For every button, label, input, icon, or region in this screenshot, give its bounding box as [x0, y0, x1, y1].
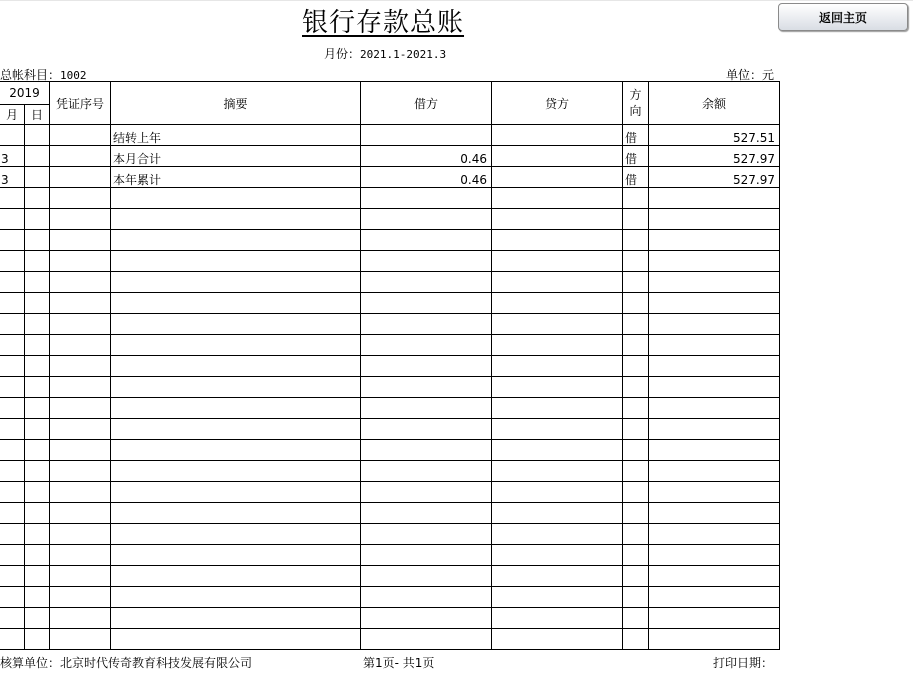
- cell-summary[interactable]: [111, 587, 361, 608]
- footer-print-date: 打印日期：: [713, 656, 774, 670]
- cell-month[interactable]: [0, 356, 25, 377]
- cell-voucher[interactable]: [50, 461, 111, 482]
- cell-voucher[interactable]: [50, 188, 111, 209]
- cell-month[interactable]: [0, 377, 25, 398]
- cell-balance[interactable]: [649, 188, 780, 209]
- footer-page-number: 第1页- 共1页: [363, 656, 435, 670]
- cell-debit[interactable]: [361, 629, 492, 650]
- sheet-gridline: [0, 0, 913, 1]
- cell-debit[interactable]: [361, 545, 492, 566]
- cell-day[interactable]: [25, 230, 50, 251]
- cell-direction[interactable]: [623, 608, 649, 629]
- cell-month[interactable]: [0, 503, 25, 524]
- cell-debit[interactable]: [361, 461, 492, 482]
- cell-direction[interactable]: [623, 566, 649, 587]
- ledger-row: [0, 587, 780, 608]
- ledger-row: [0, 482, 780, 503]
- direction-header-line1: 方: [629, 88, 642, 102]
- cell-debit[interactable]: [361, 377, 492, 398]
- cell-direction[interactable]: 借: [623, 125, 649, 146]
- cell-credit[interactable]: [492, 482, 623, 503]
- cell-direction[interactable]: [623, 272, 649, 293]
- cell-balance[interactable]: [649, 629, 780, 650]
- cell-month[interactable]: [0, 230, 25, 251]
- ledger-row: [0, 293, 780, 314]
- cell-month[interactable]: [0, 524, 25, 545]
- cell-balance[interactable]: [649, 440, 780, 461]
- cell-summary[interactable]: [111, 188, 361, 209]
- cell-credit[interactable]: [492, 251, 623, 272]
- cell-credit[interactable]: [492, 419, 623, 440]
- cell-day[interactable]: [25, 377, 50, 398]
- cell-direction[interactable]: [623, 524, 649, 545]
- cell-credit[interactable]: [492, 209, 623, 230]
- balance-header: 余额: [649, 82, 780, 125]
- cell-voucher[interactable]: [50, 230, 111, 251]
- cell-direction[interactable]: [623, 587, 649, 608]
- cell-direction[interactable]: [623, 461, 649, 482]
- footer-org: 核算单位：北京时代传奇教育科技发展有限公司: [0, 656, 253, 670]
- cell-voucher[interactable]: [50, 209, 111, 230]
- cell-balance[interactable]: [649, 503, 780, 524]
- cell-day[interactable]: [25, 293, 50, 314]
- cell-month[interactable]: [0, 272, 25, 293]
- cell-day[interactable]: [25, 629, 50, 650]
- cell-balance[interactable]: [649, 377, 780, 398]
- cell-debit[interactable]: [361, 209, 492, 230]
- cell-day[interactable]: [25, 272, 50, 293]
- cell-month[interactable]: [0, 398, 25, 419]
- cell-day[interactable]: [25, 587, 50, 608]
- cell-summary[interactable]: [111, 440, 361, 461]
- cell-credit[interactable]: [492, 503, 623, 524]
- cell-balance[interactable]: [649, 524, 780, 545]
- cell-voucher[interactable]: [50, 167, 111, 188]
- ledger-row: [0, 629, 780, 650]
- ledger-row: [0, 440, 780, 461]
- cell-summary[interactable]: [111, 608, 361, 629]
- cell-balance[interactable]: [649, 545, 780, 566]
- cell-voucher[interactable]: [50, 419, 111, 440]
- cell-direction[interactable]: [623, 419, 649, 440]
- cell-voucher[interactable]: [50, 272, 111, 293]
- cell-credit[interactable]: [492, 524, 623, 545]
- cell-debit[interactable]: [361, 587, 492, 608]
- cell-credit[interactable]: [492, 461, 623, 482]
- cell-voucher[interactable]: [50, 377, 111, 398]
- ledger-row: [0, 251, 780, 272]
- cell-voucher[interactable]: [50, 545, 111, 566]
- cell-summary[interactable]: 结转上年: [111, 125, 361, 146]
- cell-balance[interactable]: [649, 209, 780, 230]
- ledger-row: [0, 209, 780, 230]
- cell-credit[interactable]: [492, 314, 623, 335]
- cell-balance[interactable]: [649, 230, 780, 251]
- cell-month[interactable]: [0, 545, 25, 566]
- cell-direction[interactable]: 借: [623, 167, 649, 188]
- cell-credit[interactable]: [492, 587, 623, 608]
- cell-voucher[interactable]: [50, 440, 111, 461]
- cell-month[interactable]: [0, 251, 25, 272]
- cell-summary[interactable]: [111, 566, 361, 587]
- cell-credit[interactable]: [492, 440, 623, 461]
- cell-credit[interactable]: [492, 167, 623, 188]
- period-value: 2021.1-2021.3: [360, 48, 447, 61]
- cell-debit[interactable]: [361, 272, 492, 293]
- cell-voucher[interactable]: [50, 125, 111, 146]
- cell-debit[interactable]: [361, 566, 492, 587]
- cell-direction[interactable]: [623, 545, 649, 566]
- ledger-row: [0, 608, 780, 629]
- account-code: 1002: [60, 69, 87, 82]
- cell-debit[interactable]: [361, 293, 492, 314]
- cell-day[interactable]: [25, 335, 50, 356]
- cell-day[interactable]: [25, 314, 50, 335]
- cell-summary[interactable]: [111, 293, 361, 314]
- cell-month[interactable]: [0, 293, 25, 314]
- cell-day[interactable]: [25, 251, 50, 272]
- cell-direction[interactable]: [623, 335, 649, 356]
- summary-header: 摘要: [111, 82, 361, 125]
- cell-day[interactable]: [25, 482, 50, 503]
- cell-month[interactable]: [0, 440, 25, 461]
- period-line: [324, 45, 446, 62]
- cell-summary[interactable]: [111, 230, 361, 251]
- cell-direction[interactable]: [623, 398, 649, 419]
- direction-header: [623, 82, 649, 125]
- day-header: 日: [25, 105, 50, 125]
- cell-day[interactable]: [25, 524, 50, 545]
- ledger-row: [0, 272, 780, 293]
- cell-balance[interactable]: [649, 566, 780, 587]
- cell-debit[interactable]: [361, 608, 492, 629]
- cell-credit[interactable]: [492, 272, 623, 293]
- cell-debit[interactable]: [361, 251, 492, 272]
- unit-label: 单位：元: [726, 68, 775, 82]
- debit-header: 借方: [361, 82, 492, 125]
- cell-debit[interactable]: [361, 419, 492, 440]
- cell-direction[interactable]: [623, 314, 649, 335]
- cell-credit[interactable]: [492, 629, 623, 650]
- cell-summary[interactable]: [111, 419, 361, 440]
- cell-summary[interactable]: [111, 461, 361, 482]
- cell-voucher[interactable]: [50, 587, 111, 608]
- cell-day[interactable]: [25, 125, 50, 146]
- ledger-row: [0, 125, 780, 146]
- ledger-row: [0, 188, 780, 209]
- cell-credit[interactable]: [492, 230, 623, 251]
- cell-month[interactable]: [0, 335, 25, 356]
- cell-summary[interactable]: [111, 251, 361, 272]
- cell-day[interactable]: [25, 503, 50, 524]
- cell-month[interactable]: [0, 188, 25, 209]
- cell-credit[interactable]: [492, 566, 623, 587]
- cell-voucher[interactable]: [50, 398, 111, 419]
- cell-balance[interactable]: [649, 461, 780, 482]
- cell-summary[interactable]: [111, 377, 361, 398]
- cell-direction[interactable]: [623, 440, 649, 461]
- cell-month[interactable]: 3: [0, 146, 25, 167]
- cell-balance[interactable]: [649, 398, 780, 419]
- cell-day[interactable]: [25, 188, 50, 209]
- cell-direction[interactable]: [623, 230, 649, 251]
- cell-direction[interactable]: [623, 482, 649, 503]
- direction-header-line2: 向: [629, 104, 642, 118]
- cell-month[interactable]: [0, 125, 25, 146]
- cell-day[interactable]: [25, 545, 50, 566]
- ledger-table: [0, 81, 780, 650]
- cell-debit[interactable]: [361, 230, 492, 251]
- voucher-header: 凭证序号: [50, 82, 111, 125]
- cell-direction[interactable]: [623, 209, 649, 230]
- cell-debit[interactable]: [361, 314, 492, 335]
- cell-credit[interactable]: [492, 608, 623, 629]
- cell-balance[interactable]: [649, 482, 780, 503]
- cell-debit[interactable]: 0.46: [361, 146, 492, 167]
- cell-month[interactable]: [0, 419, 25, 440]
- cell-summary[interactable]: [111, 356, 361, 377]
- cell-month[interactable]: [0, 482, 25, 503]
- cell-balance[interactable]: 527.97: [649, 167, 780, 188]
- cell-credit[interactable]: [492, 146, 623, 167]
- cell-debit[interactable]: [361, 125, 492, 146]
- cell-debit[interactable]: [361, 356, 492, 377]
- cell-summary[interactable]: 本月合计: [111, 146, 361, 167]
- cell-summary[interactable]: [111, 209, 361, 230]
- cell-credit[interactable]: [492, 293, 623, 314]
- cell-summary[interactable]: [111, 503, 361, 524]
- cell-direction[interactable]: [623, 188, 649, 209]
- cell-voucher[interactable]: [50, 356, 111, 377]
- cell-voucher[interactable]: [50, 524, 111, 545]
- cell-month[interactable]: [0, 461, 25, 482]
- cell-balance[interactable]: [649, 608, 780, 629]
- cell-balance[interactable]: [649, 251, 780, 272]
- ledger-row: [0, 545, 780, 566]
- cell-direction[interactable]: [623, 377, 649, 398]
- cell-credit[interactable]: [492, 335, 623, 356]
- cell-voucher[interactable]: [50, 608, 111, 629]
- cell-day[interactable]: [25, 356, 50, 377]
- cell-summary[interactable]: [111, 272, 361, 293]
- ledger-body: [0, 125, 780, 650]
- cell-balance[interactable]: [649, 293, 780, 314]
- cell-balance[interactable]: [649, 419, 780, 440]
- cell-day[interactable]: [25, 440, 50, 461]
- ledger-row: [0, 335, 780, 356]
- cell-voucher[interactable]: [50, 629, 111, 650]
- cell-month[interactable]: [0, 314, 25, 335]
- ledger-row: [0, 524, 780, 545]
- page-title: 银行存款总账: [302, 8, 465, 38]
- cell-direction[interactable]: [623, 629, 649, 650]
- cell-day[interactable]: [25, 419, 50, 440]
- cell-day[interactable]: [25, 398, 50, 419]
- cell-credit[interactable]: [492, 377, 623, 398]
- ledger-row: [0, 356, 780, 377]
- cell-debit[interactable]: [361, 335, 492, 356]
- credit-header: 贷方: [492, 82, 623, 125]
- cell-month[interactable]: 3: [0, 167, 25, 188]
- cell-summary[interactable]: [111, 545, 361, 566]
- cell-debit[interactable]: [361, 503, 492, 524]
- cell-day[interactable]: [25, 146, 50, 167]
- cell-voucher[interactable]: [50, 335, 111, 356]
- ledger-row: [0, 314, 780, 335]
- cell-day[interactable]: [25, 461, 50, 482]
- ledger-row: [0, 398, 780, 419]
- ledger-row: [0, 566, 780, 587]
- cell-credit[interactable]: [492, 545, 623, 566]
- cell-voucher[interactable]: [50, 503, 111, 524]
- cell-debit[interactable]: [361, 524, 492, 545]
- cell-day[interactable]: [25, 566, 50, 587]
- cell-balance[interactable]: 527.51: [649, 125, 780, 146]
- ledger-row: [0, 167, 780, 188]
- cell-direction[interactable]: [623, 503, 649, 524]
- cell-voucher[interactable]: [50, 251, 111, 272]
- period-label: 月份：: [324, 47, 361, 61]
- cell-debit[interactable]: [361, 188, 492, 209]
- account-label: 总帐科目：: [0, 68, 61, 82]
- cell-balance[interactable]: [649, 314, 780, 335]
- cell-summary[interactable]: [111, 314, 361, 335]
- cell-credit[interactable]: [492, 188, 623, 209]
- cell-balance[interactable]: 527.97: [649, 146, 780, 167]
- cell-balance[interactable]: [649, 356, 780, 377]
- cell-day[interactable]: [25, 209, 50, 230]
- cell-credit[interactable]: [492, 125, 623, 146]
- cell-debit[interactable]: [361, 440, 492, 461]
- cell-month[interactable]: [0, 587, 25, 608]
- cell-voucher[interactable]: [50, 146, 111, 167]
- cell-debit[interactable]: [361, 398, 492, 419]
- cell-direction[interactable]: [623, 293, 649, 314]
- cell-summary[interactable]: [111, 398, 361, 419]
- cell-credit[interactable]: [492, 398, 623, 419]
- cell-balance[interactable]: [649, 587, 780, 608]
- ledger-row: [0, 230, 780, 251]
- cell-direction[interactable]: [623, 356, 649, 377]
- return-home-button[interactable]: 返回主页: [778, 3, 908, 31]
- ledger-row: [0, 146, 780, 167]
- cell-month[interactable]: [0, 629, 25, 650]
- cell-summary[interactable]: [111, 524, 361, 545]
- cell-voucher[interactable]: [50, 314, 111, 335]
- cell-summary[interactable]: [111, 629, 361, 650]
- month-header: 月: [0, 105, 25, 125]
- cell-voucher[interactable]: [50, 293, 111, 314]
- cell-month[interactable]: [0, 608, 25, 629]
- cell-month[interactable]: [0, 209, 25, 230]
- ledger-row: [0, 461, 780, 482]
- cell-summary[interactable]: [111, 335, 361, 356]
- cell-direction[interactable]: 借: [623, 146, 649, 167]
- cell-credit[interactable]: [492, 356, 623, 377]
- cell-debit[interactable]: [361, 482, 492, 503]
- ledger-row: [0, 419, 780, 440]
- cell-balance[interactable]: [649, 272, 780, 293]
- year-header: 2019: [0, 82, 50, 105]
- cell-debit[interactable]: 0.46: [361, 167, 492, 188]
- cell-day[interactable]: [25, 167, 50, 188]
- ledger-row: [0, 377, 780, 398]
- cell-month[interactable]: [0, 566, 25, 587]
- cell-summary[interactable]: 本年累计: [111, 167, 361, 188]
- cell-summary[interactable]: [111, 482, 361, 503]
- cell-voucher[interactable]: [50, 482, 111, 503]
- cell-direction[interactable]: [623, 251, 649, 272]
- ledger-row: [0, 503, 780, 524]
- cell-voucher[interactable]: [50, 566, 111, 587]
- cell-day[interactable]: [25, 608, 50, 629]
- cell-balance[interactable]: [649, 335, 780, 356]
